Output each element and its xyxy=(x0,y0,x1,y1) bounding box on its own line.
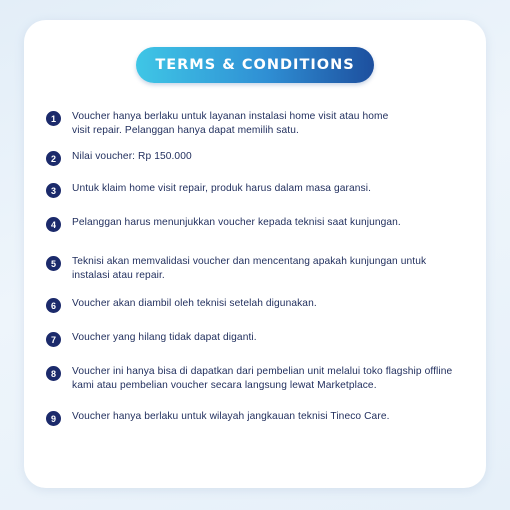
term-item-1 xyxy=(46,110,458,137)
term-number-badge: 4 xyxy=(46,217,61,232)
term-item-2 xyxy=(46,150,458,166)
term-number-badge: 9 xyxy=(46,411,61,426)
term-text: Voucher ini hanya bisa di dapatkan dari pembelian unit melalui toko flagship offline kami atau pembelian voucher secara langsung lewat Marketplace. xyxy=(72,366,453,391)
term-number-badge: 2 xyxy=(46,151,61,166)
terms-card xyxy=(24,20,486,488)
term-text: Voucher akan diambil oleh teknisi setelah digunakan. xyxy=(72,298,317,309)
term-text: Voucher hanya berlaku untuk layanan instalasi home visit atau home visit repair. Pelanggan hanya dapat memilih satu. xyxy=(72,111,389,136)
term-number-badge: 6 xyxy=(46,298,61,313)
term-item-6 xyxy=(46,297,458,313)
term-item-3 xyxy=(46,182,458,198)
term-text: Nilai voucher: Rp 150.000 xyxy=(72,151,192,162)
terms-title: TERMS & CONDITIONS xyxy=(155,57,355,73)
term-number-badge: 7 xyxy=(46,332,61,347)
term-number-badge: 1 xyxy=(46,111,61,126)
term-item-5 xyxy=(46,255,458,282)
term-item-4 xyxy=(46,216,458,232)
term-text: Pelanggan harus menunjukkan voucher kepada teknisi saat kunjungan. xyxy=(72,217,401,228)
term-text: Voucher hanya berlaku untuk wilayah jangkauan teknisi Tineco Care. xyxy=(72,411,390,422)
term-text: Teknisi akan memvalidasi voucher dan mencentang apakah kunjungan untuk instalasi atau repair. xyxy=(72,256,427,281)
term-item-8 xyxy=(46,365,458,392)
term-number-badge: 3 xyxy=(46,183,61,198)
terms-title-banner xyxy=(136,47,374,83)
term-number-badge: 8 xyxy=(46,366,61,381)
term-text: Voucher yang hilang tidak dapat diganti. xyxy=(72,332,257,343)
term-item-9 xyxy=(46,410,458,426)
term-text: Untuk klaim home visit repair, produk harus dalam masa garansi. xyxy=(72,183,372,194)
term-item-7 xyxy=(46,331,458,347)
term-number-badge: 5 xyxy=(46,256,61,271)
